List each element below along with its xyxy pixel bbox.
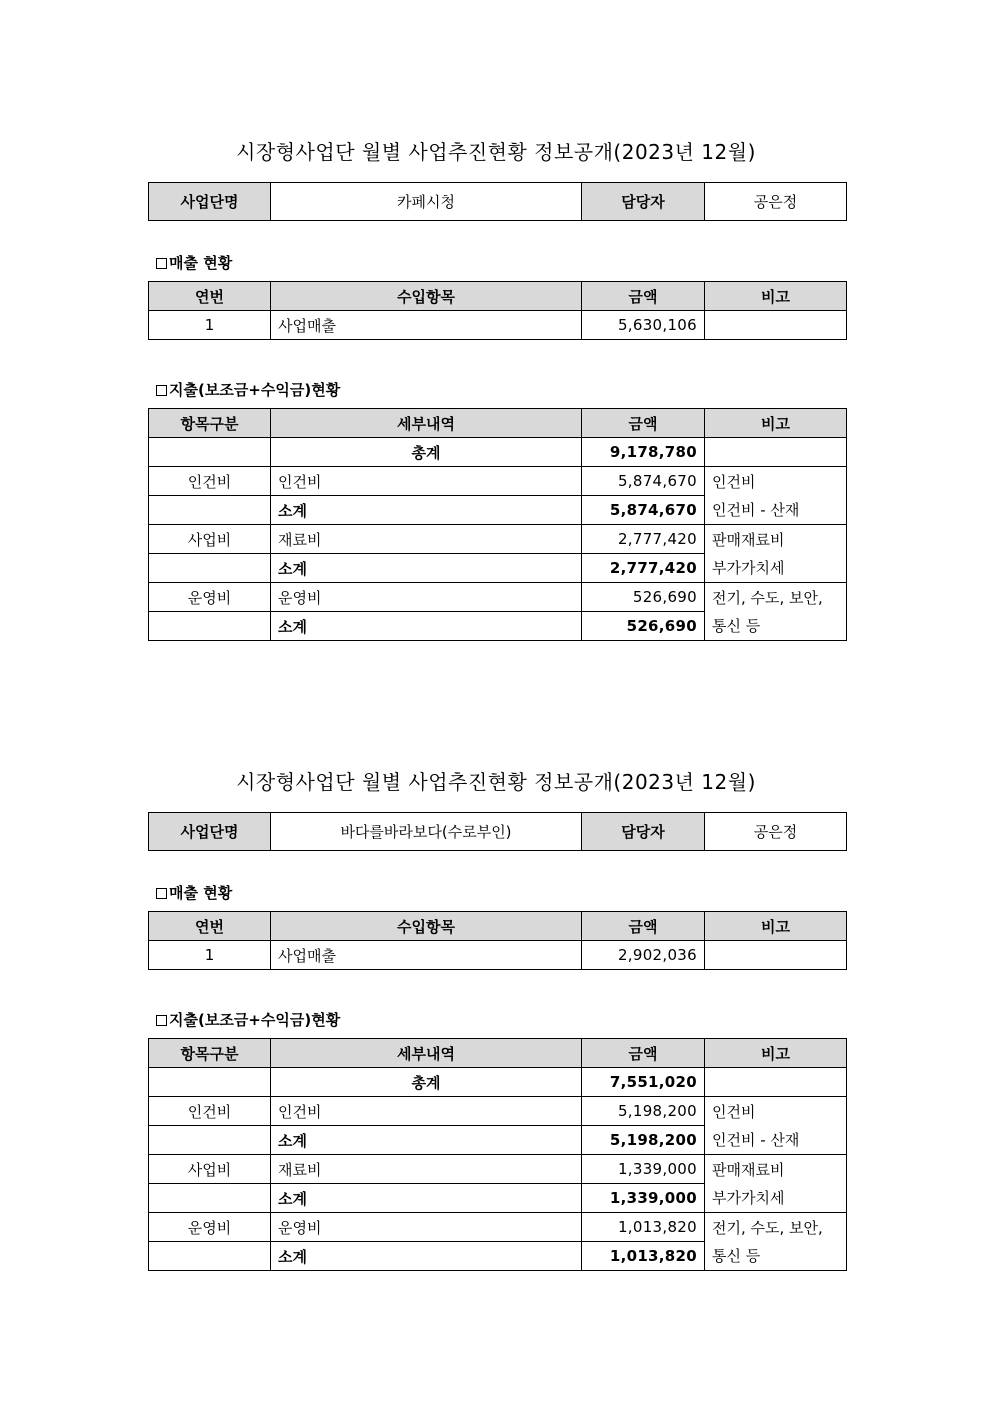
income-amount: 2,902,036	[582, 941, 705, 970]
checkbox-square-icon	[156, 1015, 167, 1026]
column-header: 항목구분	[149, 1039, 271, 1068]
column-header: 연번	[149, 912, 271, 941]
subtotal-amount: 1,339,000	[582, 1184, 705, 1213]
note-cell	[705, 1097, 847, 1155]
note-line: 통신 등	[712, 616, 761, 635]
row-number: 1	[149, 311, 271, 340]
sales-table	[148, 281, 847, 340]
checkbox-square-icon	[156, 258, 167, 269]
note-line: 인건비	[712, 1102, 756, 1121]
subtotal-label: 소계	[271, 1242, 582, 1271]
sales-header-row	[149, 912, 847, 941]
total-label: 총계	[271, 1068, 582, 1097]
manager-label: 담당자	[582, 183, 705, 221]
detail-cell: 운영비	[271, 583, 582, 612]
row-number: 1	[149, 941, 271, 970]
total-label: 총계	[271, 438, 582, 467]
manager-label: 담당자	[582, 813, 705, 851]
empty-cell	[149, 1126, 271, 1155]
expense-header-row	[149, 1039, 847, 1068]
column-header: 수입항목	[271, 282, 582, 311]
subtotal-label: 소계	[271, 554, 582, 583]
detail-cell: 재료비	[271, 525, 582, 554]
expense-table	[148, 408, 847, 641]
note-line: 부가가치세	[712, 558, 785, 577]
empty-cell	[149, 1068, 271, 1097]
subtotal-label: 소계	[271, 1184, 582, 1213]
empty-cell	[705, 1068, 847, 1097]
column-header: 세부내역	[271, 409, 582, 438]
expense-heading: 지출(보조금+수익금)현황	[148, 380, 846, 400]
expense-row	[149, 467, 847, 496]
column-header: 비고	[705, 1039, 847, 1068]
total-row	[149, 1068, 847, 1097]
business-name-label: 사업단명	[149, 813, 271, 851]
amount-cell: 1,013,820	[582, 1213, 705, 1242]
total-amount: 7,551,020	[582, 1068, 705, 1097]
subtotal-label: 소계	[271, 612, 582, 641]
report-section	[148, 766, 846, 1271]
income-note	[705, 941, 847, 970]
detail-cell: 인건비	[271, 1097, 582, 1126]
column-header: 금액	[582, 409, 705, 438]
column-header: 비고	[705, 912, 847, 941]
expense-row	[149, 1155, 847, 1184]
amount-cell: 5,874,670	[582, 467, 705, 496]
business-name-value: 카페시청	[271, 183, 582, 221]
detail-cell: 운영비	[271, 1213, 582, 1242]
total-amount: 9,178,780	[582, 438, 705, 467]
note-line: 판매재료비	[712, 1160, 785, 1179]
amount-cell: 1,339,000	[582, 1155, 705, 1184]
sales-heading: 매출 현황	[148, 253, 846, 273]
detail-cell: 재료비	[271, 1155, 582, 1184]
income-amount: 5,630,106	[582, 311, 705, 340]
empty-cell	[149, 1242, 271, 1271]
sales-row	[149, 941, 847, 970]
column-header: 항목구분	[149, 409, 271, 438]
note-line: 판매재료비	[712, 530, 785, 549]
sales-heading: 매출 현황	[148, 883, 846, 903]
amount-cell: 526,690	[582, 583, 705, 612]
category-cell: 인건비	[149, 467, 271, 496]
column-header: 금액	[582, 282, 705, 311]
sales-header-row	[149, 282, 847, 311]
subtotal-label: 소계	[271, 496, 582, 525]
note-line: 인건비 - 산재	[712, 1130, 800, 1149]
note-cell	[705, 467, 847, 525]
checkbox-square-icon	[156, 385, 167, 396]
note-cell	[705, 583, 847, 641]
note-line: 전기, 수도, 보안,	[712, 588, 823, 607]
empty-cell	[149, 1184, 271, 1213]
expense-header-row	[149, 409, 847, 438]
category-cell: 사업비	[149, 525, 271, 554]
note-cell	[705, 1213, 847, 1271]
expense-row	[149, 525, 847, 554]
manager-value: 공은정	[705, 183, 847, 221]
column-header: 금액	[582, 912, 705, 941]
empty-cell	[149, 496, 271, 525]
manager-value: 공은정	[705, 813, 847, 851]
subtotal-label: 소계	[271, 1126, 582, 1155]
column-header: 비고	[705, 409, 847, 438]
note-cell	[705, 1155, 847, 1213]
column-header: 금액	[582, 1039, 705, 1068]
sales-table	[148, 911, 847, 970]
report-title: 시장형사업단 월별 사업추진현황 정보공개(2023년 12월)	[236, 770, 756, 794]
empty-cell	[705, 438, 847, 467]
amount-cell: 5,198,200	[582, 1097, 705, 1126]
business-info-row	[149, 183, 847, 221]
expense-table	[148, 1038, 847, 1271]
empty-cell	[149, 612, 271, 641]
empty-cell	[149, 554, 271, 583]
empty-cell	[149, 438, 271, 467]
subtotal-amount: 1,013,820	[582, 1242, 705, 1271]
column-header: 연번	[149, 282, 271, 311]
note-line: 통신 등	[712, 1246, 761, 1265]
report-title: 시장형사업단 월별 사업추진현황 정보공개(2023년 12월)	[236, 140, 756, 164]
subtotal-amount: 2,777,420	[582, 554, 705, 583]
checkbox-square-icon	[156, 888, 167, 899]
expense-row	[149, 1097, 847, 1126]
business-info-table	[148, 182, 847, 221]
subtotal-amount: 526,690	[582, 612, 705, 641]
detail-cell: 인건비	[271, 467, 582, 496]
column-header: 세부내역	[271, 1039, 582, 1068]
income-item: 사업매출	[271, 941, 582, 970]
income-note	[705, 311, 847, 340]
expense-heading: 지출(보조금+수익금)현황	[148, 1010, 846, 1030]
column-header: 비고	[705, 282, 847, 311]
income-item: 사업매출	[271, 311, 582, 340]
category-cell: 사업비	[149, 1155, 271, 1184]
subtotal-amount: 5,874,670	[582, 496, 705, 525]
category-cell: 운영비	[149, 1213, 271, 1242]
amount-cell: 2,777,420	[582, 525, 705, 554]
report-section	[148, 136, 846, 641]
subtotal-amount: 5,198,200	[582, 1126, 705, 1155]
expense-row	[149, 1213, 847, 1242]
column-header: 수입항목	[271, 912, 582, 941]
category-cell: 운영비	[149, 583, 271, 612]
business-name-label: 사업단명	[149, 183, 271, 221]
note-cell	[705, 525, 847, 583]
note-line: 인건비	[712, 472, 756, 491]
note-line: 전기, 수도, 보안,	[712, 1218, 823, 1237]
total-row	[149, 438, 847, 467]
note-line: 부가가치세	[712, 1188, 785, 1207]
business-info-table	[148, 812, 847, 851]
business-info-row	[149, 813, 847, 851]
category-cell: 인건비	[149, 1097, 271, 1126]
note-line: 인건비 - 산재	[712, 500, 800, 519]
expense-row	[149, 583, 847, 612]
business-name-value: 바다를바라보다(수로부인)	[271, 813, 582, 851]
sales-row	[149, 311, 847, 340]
